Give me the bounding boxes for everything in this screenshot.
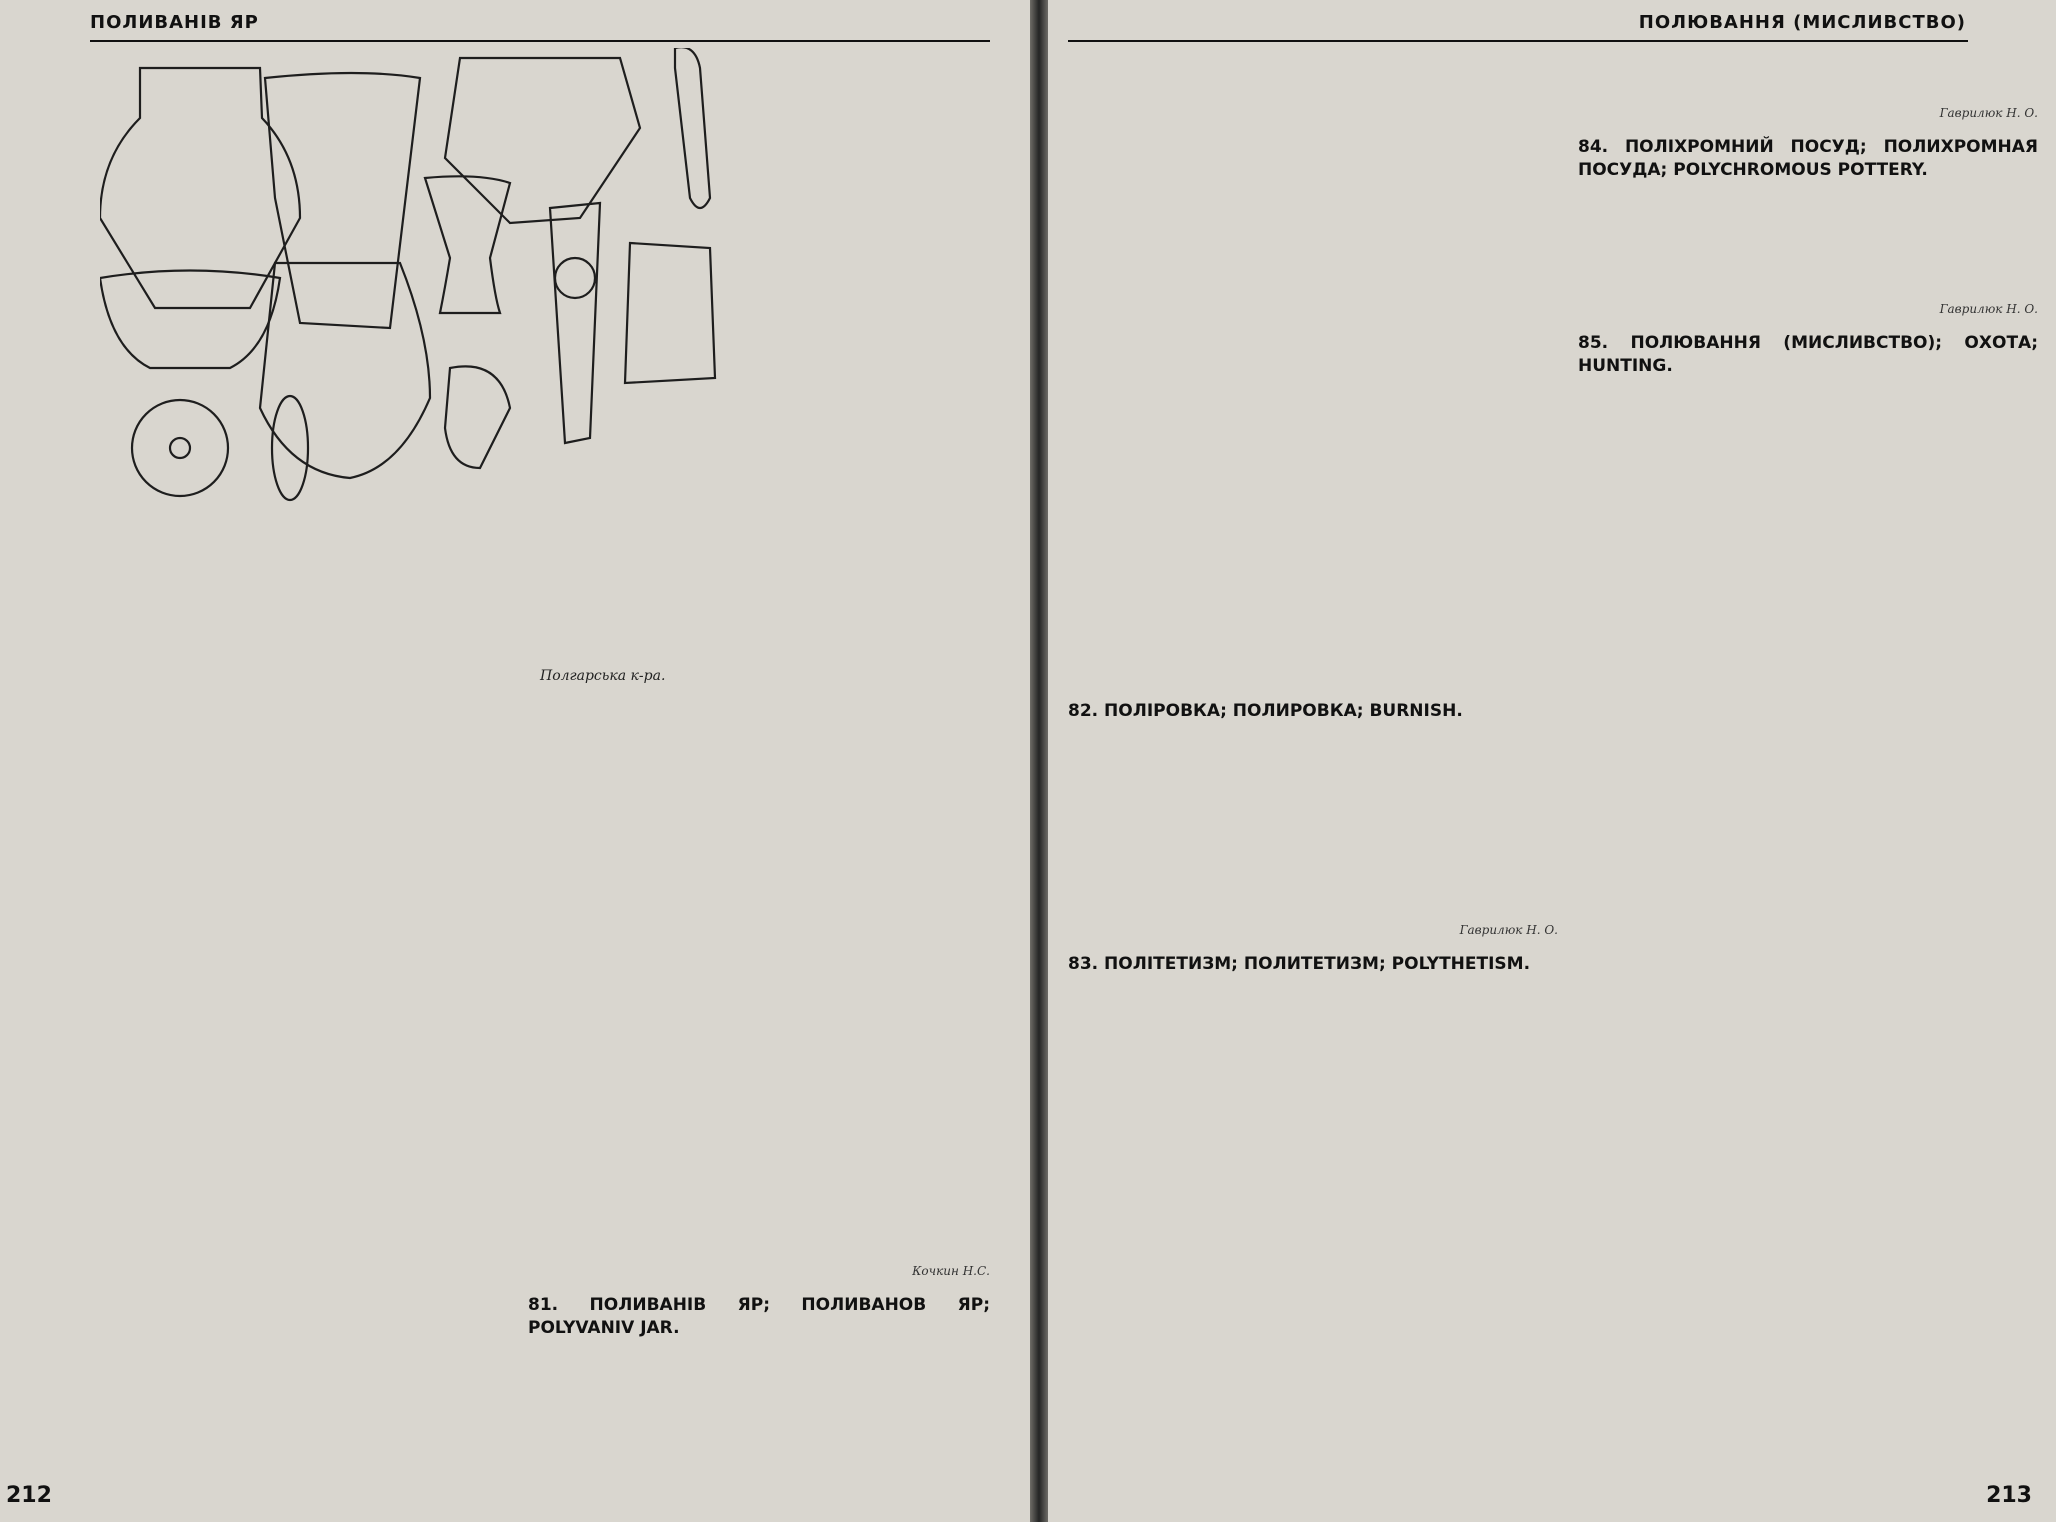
entry-title-82: 82. ПОЛІРОВКА; ПОЛИРОВКА; BURNISH. <box>1068 701 1463 721</box>
left-column-2 <box>528 724 990 1476</box>
entry-title-84: 84. ПОЛІХРОМНИЙ ПОСУД; ПОЛИХРОМНАЯ ПОСУДА; POLYCHROMOUS POTTERY. <box>1578 137 2038 180</box>
entry-author: Гаврилюк Н. О. <box>1939 106 2038 120</box>
whorl-section-drawing <box>272 396 308 500</box>
running-head-right: ПОЛЮВАННЯ (МИСЛИВСТВО) <box>1638 12 1966 33</box>
entry-author: Гаврилюк Н. О. <box>1459 923 1558 937</box>
vessel-drawing-4 <box>675 48 710 208</box>
vessel-drawing-7 <box>425 176 510 313</box>
entry-title-81: 81. ПОЛИВАНІВ ЯР; ПОЛИВАНОВ ЯР; POLYVANIV JAR. <box>528 1295 990 1338</box>
head-rule-left <box>90 40 990 42</box>
entry-title-83: 83. ПОЛІТЕТИЗМ; ПОЛИТЕТИЗМ; POLYTHETISM. <box>1068 954 1531 974</box>
vessel-drawing-3 <box>445 58 640 223</box>
entry-title-85: 85. ПОЛЮВАННЯ (МИСЛИВСТВО); ОХОТА; HUNTING. <box>1578 333 2038 376</box>
entry-author: Кочкин Н.С. <box>912 1264 990 1278</box>
pottery-drawings-svg <box>100 48 980 648</box>
vessel-hole-mark <box>555 258 595 298</box>
right-column-1 <box>1068 40 1558 1480</box>
running-head-left: ПОЛИВАНІВ ЯР <box>90 12 259 33</box>
right-column-2 <box>1578 46 2038 1486</box>
spindle-whorl-hole <box>170 438 190 458</box>
spindle-whorl-drawing <box>132 400 228 496</box>
entry-author: Гаврилюк Н. О. <box>1939 302 2038 316</box>
vessel-drawing-1 <box>100 68 300 308</box>
vessel-drawing-10 <box>445 366 510 468</box>
vessel-drawing-6 <box>260 263 430 478</box>
vessel-drawing-9 <box>625 243 715 383</box>
vessel-drawing-2 <box>265 73 420 328</box>
vessel-drawing-5 <box>100 271 280 369</box>
right-page <box>1048 0 2056 1522</box>
page-number-right: 213 <box>1986 1483 2032 1508</box>
vessel-drawing-8 <box>550 203 600 443</box>
pottery-illustration <box>100 48 980 648</box>
page-number-left: 212 <box>6 1483 52 1508</box>
figure-caption: Полгарська к-ра. <box>540 668 666 684</box>
left-column-1 <box>60 676 500 1476</box>
book-gutter <box>1030 0 1048 1522</box>
